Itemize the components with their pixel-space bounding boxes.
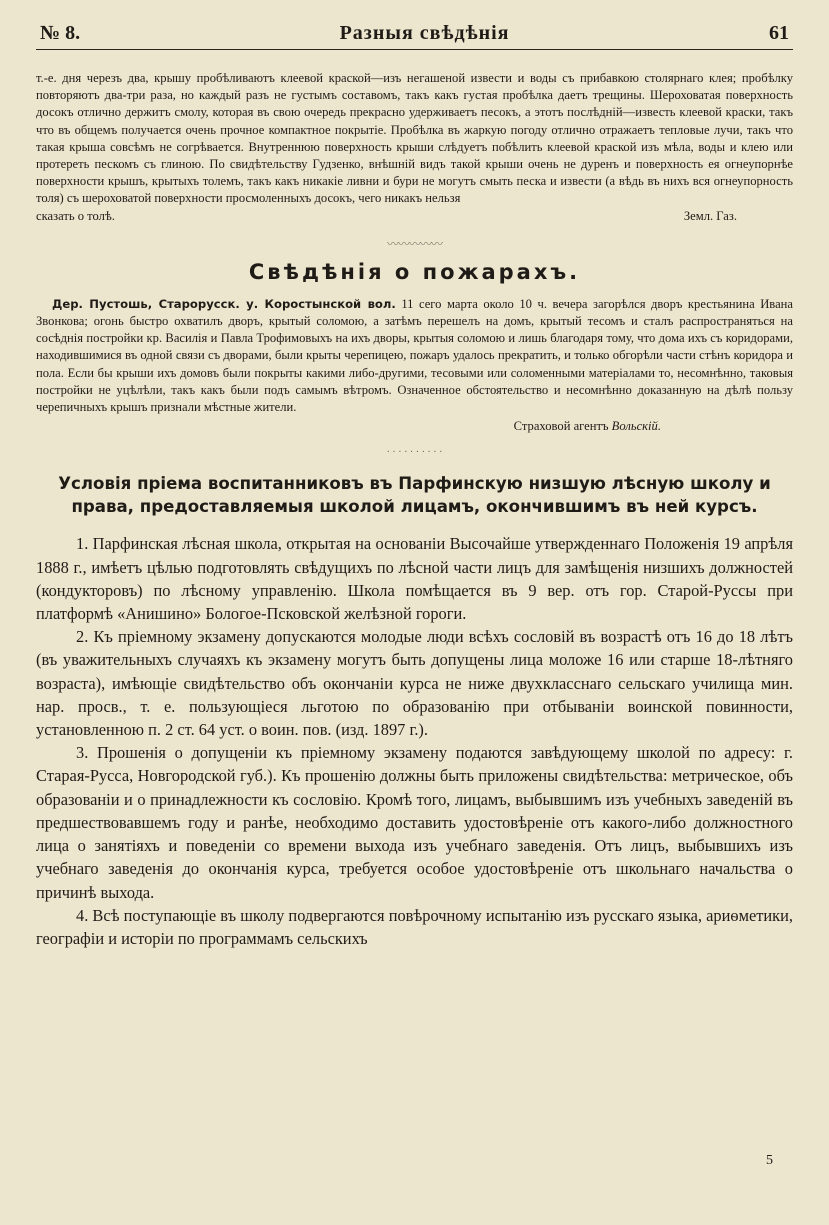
conditions-title: Условія пріема воспитанниковъ въ Парфинскую низшую лѣсную школу и права, предоставляемыя школой лицамъ, окончившимъ въ ней курсъ. xyxy=(58,474,771,517)
agent-name: Вольскій. xyxy=(611,419,661,434)
insurance-agent xyxy=(36,418,793,435)
folio-signature: 5 xyxy=(766,1153,773,1168)
top-article-source: Земл. Газ. xyxy=(683,208,737,223)
paragraph-1: 1. Парфинская лѣсная школа, открытая на основаніи Высочайше утвержденнаго Положенія 19 апрѣля 1888 г., имѣетъ цѣлью подготовлять свѣдущихъ по лѣсной части лицъ для замѣщенія низшихъ должностей (кондукторовъ) по лѣсному управленію. Школа помѣщается въ 9 вер. отъ гор. Старой-Руссы при платформѣ «Анишино» Бологое-Псковской желѣзной гороги. xyxy=(36,534,793,624)
fire-report-text: 11 сего марта около 10 ч. вечера загорѣлся дворъ крестьянина Ивана Звонкова; огонь быстро охватилъ дворъ, крытый соломою, а затѣмъ перешелъ на домъ, крытый тесомъ и сталъ распространяться на сосѣднія постройки кр. Василія и Павла Трофимовыхъ на ихъ дворы, крытыя соломою и лишь благодаря тому, что дома ихъ съ коридорами, находившимися въ одной связи съ дворами, были крыты черепицею, пожаръ удалось прекратить, и только обгорѣли части стѣнъ коридора и пола. Если бы крыши ихъ домовъ были покрыты какими либо-другими, тесовыми или соломенными матеріалами то, несомнѣнно, таковыя постройки не уцѣлѣли, такъ какъ были подъ самымъ вѣтромъ. Означенное обстоятельство и несомнѣнно доказанную на дѣлѣ пользу черепичныхъ крышъ признали мѣстные жители. xyxy=(36,296,793,415)
paragraph-3: 3. Прошенія о допущеніи къ пріемному экзамену подаются завѣдующему школой по адресу: г. Старая-Русса, Новгородской губ.). Къ прошенію должны быть приложены свидѣтельства: метрическое, объ образованіи и о принадлежности къ сословію. Кромѣ того, лицамъ, выбывшимъ изъ учебныхъ заведеній въ предшествовавшемъ году и ранѣе, необходимо доставить удостовѣреніе отъ какого-либо должностного лица о занятіяхъ и поведеніи со времени выхода изъ учебнаго заведенія. Отъ лицъ, выбывшихъ изъ учебнаго заведенія до окончанія курса, требуется особое удостовѣреніе отъ школьнаго начальства о причинѣ выхода. xyxy=(36,743,793,902)
agent-label: Страховой агентъ xyxy=(513,419,609,434)
top-article-last-line: сказать о толѣ. xyxy=(36,208,115,223)
fire-section xyxy=(36,296,793,436)
ornament-divider: 〰〰〰〰〰 xyxy=(386,236,442,251)
running-header xyxy=(36,22,793,50)
top-article-text: т.-е. дня черезъ два, крышу пробѣливаютъ клеевой краской—изъ негашеной извести и воды съ прибавкою столярнаго клея; пробѣлку повторяютъ два-три раза, но каждый разъ не густымъ составомъ, такъ какъ густая пробѣлка даетъ трещины. Шероховатая поверхность досокъ отлично держитъ смолу, которая въ свою очередь прекрасно удерживаетъ песокъ, а этотъ послѣдній—известь клеевой краски, такъ что въ общемъ получается очень прочное компактное покрытіе. Пробѣлка въ жаркую погоду отлично отражаетъ тепловые лучи, такъ что такая крыша совсѣмъ не согрѣвается. Внутреннюю поверхность крыши слѣдуетъ побѣлить клеевой краской изъ мѣла, воды и клею или протереть пескомъ съ глиною. По свидѣтельству Гудзенко, внѣшній видъ такой крыши очень не дуренъ и поверхность ея огнеупорнѣе поверхности крышъ, крытыхъ толемъ, такъ какъ никакіе ливни и бури не могутъ смыть песка и извести (а вѣдь въ нихъ вся огнеупорность толя) съ шероховатой поверхности просмоленныхъ досокъ, чего никакъ нельзя xyxy=(36,71,793,206)
dotted-divider: · · · · · · · · · · xyxy=(386,447,443,459)
top-article-signature xyxy=(36,208,793,225)
fire-report-lead: Дер. Пустошь, Старорусск. у. Коростынской вол. xyxy=(52,296,396,311)
fire-section-title: Свѣдѣнія о пожарахъ. xyxy=(248,259,581,284)
paragraph-4: 4. Всѣ поступающіе въ школу подвергаются повѣрочному испытанію изъ русскаго языка, ариѳметики, географіи и исторіи по программамъ сельскихъ xyxy=(36,905,793,948)
paragraph-2: 2. Къ пріемному экзамену допускаются молодые люди всѣхъ сословій въ возрастѣ отъ 16 до 18 лѣтъ (въ уважительныхъ случаяхъ къ экзамену могутъ быть допущены лица моложе 16 или старше 18-лѣтняго возраста), имѣющіе свидѣтельство объ окончаніи курса не ниже двухкласснаго сельскаго училища мин. нар. просв., т. е. пользующіеся льготою по образованію при отбываніи воинской повинности, установленною п. 2 ст. 64 уст. о воин. пов. (изд. 1897 г.). xyxy=(36,627,793,740)
fire-report xyxy=(36,296,793,416)
conditions-body xyxy=(36,532,793,950)
page-number: 61 xyxy=(769,22,789,44)
running-title: Разныя свѣдѣнія xyxy=(339,22,510,44)
issue-number: № 8. xyxy=(40,22,81,44)
top-article xyxy=(36,70,793,225)
